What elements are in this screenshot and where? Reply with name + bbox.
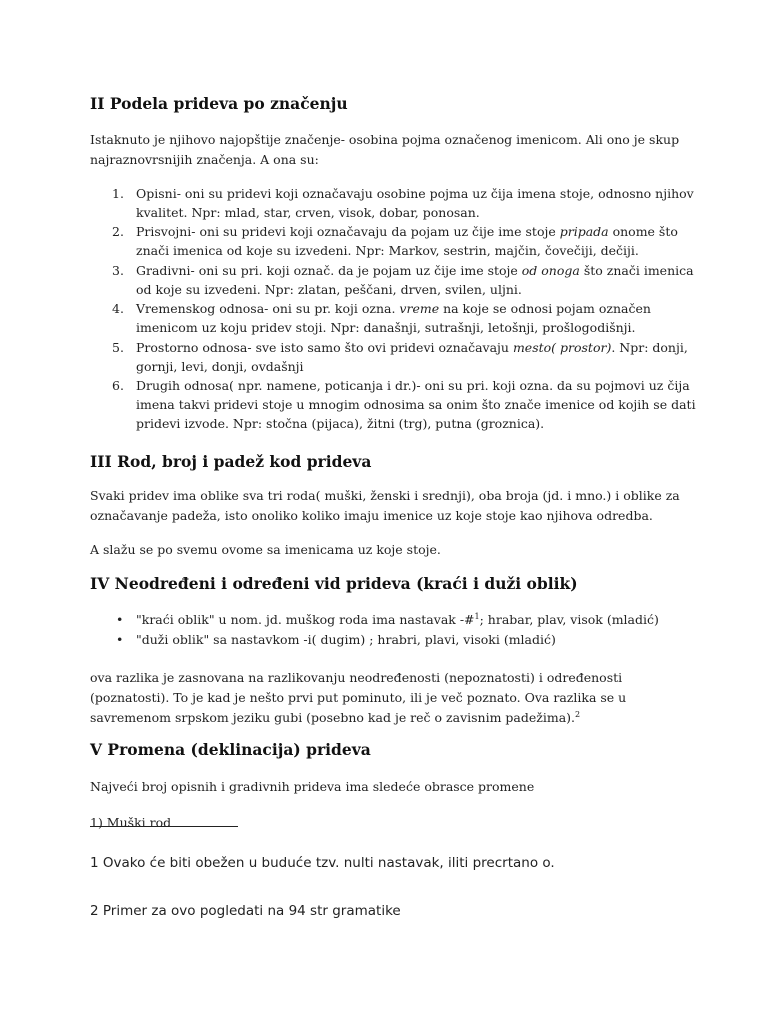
section-heading-iii: III Rod, broj i padež kod prideva xyxy=(90,452,372,471)
bullet-icon: • xyxy=(116,612,124,627)
footnote-ref: 2 xyxy=(575,709,581,719)
section-ii-intro: Istaknuto je njihovo najopštije značenje- osobina pojma označenog imenicom. Ali ono je skup najraznovrsnijih značenja. A ona su: xyxy=(90,132,680,167)
section-heading-iv: IV Neodređeni i određeni vid prideva (kraći i duži oblik) xyxy=(90,574,578,593)
section-v-subheading: 1) Muški rod xyxy=(90,815,172,830)
section-v-paragraph: Najveći broj opisnih i gradivnih prideva ima sledeće obrasce promene xyxy=(90,779,535,794)
section-iii-paragraph: Svaki pridev ima oblike sva tri roda( muški, ženski i srednji), oba broja (jd. i mno.) i oblike za označavanje padeža, isto onoliko koliko imaju imenice uz koje stoje kao njihova odredba. xyxy=(90,488,680,523)
section-heading-v: V Promena (deklinacija) prideva xyxy=(90,740,371,759)
footnote-2: 2 Primer za ovo pogledati na 94 str gramatike xyxy=(90,903,401,919)
footnote-separator xyxy=(90,826,238,827)
footnote-1: 1 Ovako će biti obežen u buduće tzv. nulti nastavak, iliti precrtano o. xyxy=(90,855,555,871)
footnote-ref: 1 xyxy=(474,611,480,621)
section-iii-paragraph-2: A slažu se po svemu ovome sa imenicama uz koje stoje. xyxy=(90,542,441,557)
bullet-icon: • xyxy=(116,632,124,647)
section-heading-ii: II Podela prideva po značenju xyxy=(90,94,348,113)
document-page: II Podela prideva po značenju Istaknuto je njihovo najopštije značenje- osobina pojma označenog imenicom. Ali ono je skup najraznovrsnijih značenja. A ona su: 1. Opisni- oni su pridevi koji označavaju osobine pojma uz čija imena stoje, odnosno njihov kvalitet. Npr: mlad, star, crven, visok, dobar, ponosan. 2. Prisvojni- oni su pridevi koji označavaju da pojam uz čije ime stoje pripada onome što znači imenica od koje su izvedeni. Npr: Markov, sestrin, majčin, čovečiji, dečiji. 3. Gradivni- oni su pri. koji označ. da je pojam uz čije ime stoje od onoga što znači imenica od koje su izvedeni. Npr: zlatan, peščani, drven, svilen, uljni. 4. Vremenskog odnosa- oni su pr. koji ozna. vreme na koje se odnosi pojam označen imenicom uz koju pridev stoji. Npr: današnji, sutrašnji, letošnji, prošlogodišnji. 5. Prostorno odnosa- sve isto samo što ovi pridevi označavaju mesto( prostor). Npr: donji, gornji, levi, donji, ovdašnji 6. Drugih odnosa( npr. namene, poticanja i dr.)- oni su pri. koji ozna. da su pojmovi uz čija imena takvi pridevi stoje u mnogim odnosima sa onim što znače imenice od kojih se dati pridevi izvode. Npr: stočna (pijaca), žitni (trg), putna (groznica). III Rod, broj i padež kod prideva Svaki pridev ima oblike sva tri roda( muški, ženski i srednji), oba broja (jd. i mno.) i oblike za označavanje padeža, isto onoliko koliko imaju imenice uz koje stoje kao njihova odredba. A slažu se po svemu ovome sa imenicama uz koje stoje. IV Neodređeni i određeni vid prideva (kraći i duži oblik) • "kraći oblik" u nom. jd. muškog roda ima nastavak -#$^1$; hrabar, plav, visok (mladić) • "duži oblik" sa nastavkom -i( dugim) ; hrabri, plavi, visoki (mladić) ova razlika je zasnovana na razlikovanju neodređenosti (nepoznatosti) i određenosti (poznatosti). To je kad je nešto prvi put pominuto, ili je več poznato. Ova razlika se u savremenom srpskom jeziku gubi (posebno kad je reč o zavisnim padežima).$^2$ V Promena (deklinacija) prideva Najveći broj opisnih i gradivnih prideva ima sledeće obrasce promene 1) Muški rod 1 Ovako će biti obežen u buduće tzv. nulti nastavak, iliti precrtano o. 2 Primer za ovo pogledati na 94 str gramatike xyxy=(90,94,696,919)
section-iv-paragraph: ova razlika je zasnovana na razlikovanju neodređenosti (nepoznatosti) i određenosti (poznatosti). To je kad je nešto prvi put pominuto, ili je več poznato. Ova razlika se u savremenom srpskom jeziku gubi (posebno kad je reč o zavisnim padežima).$^2$ xyxy=(90,670,627,725)
